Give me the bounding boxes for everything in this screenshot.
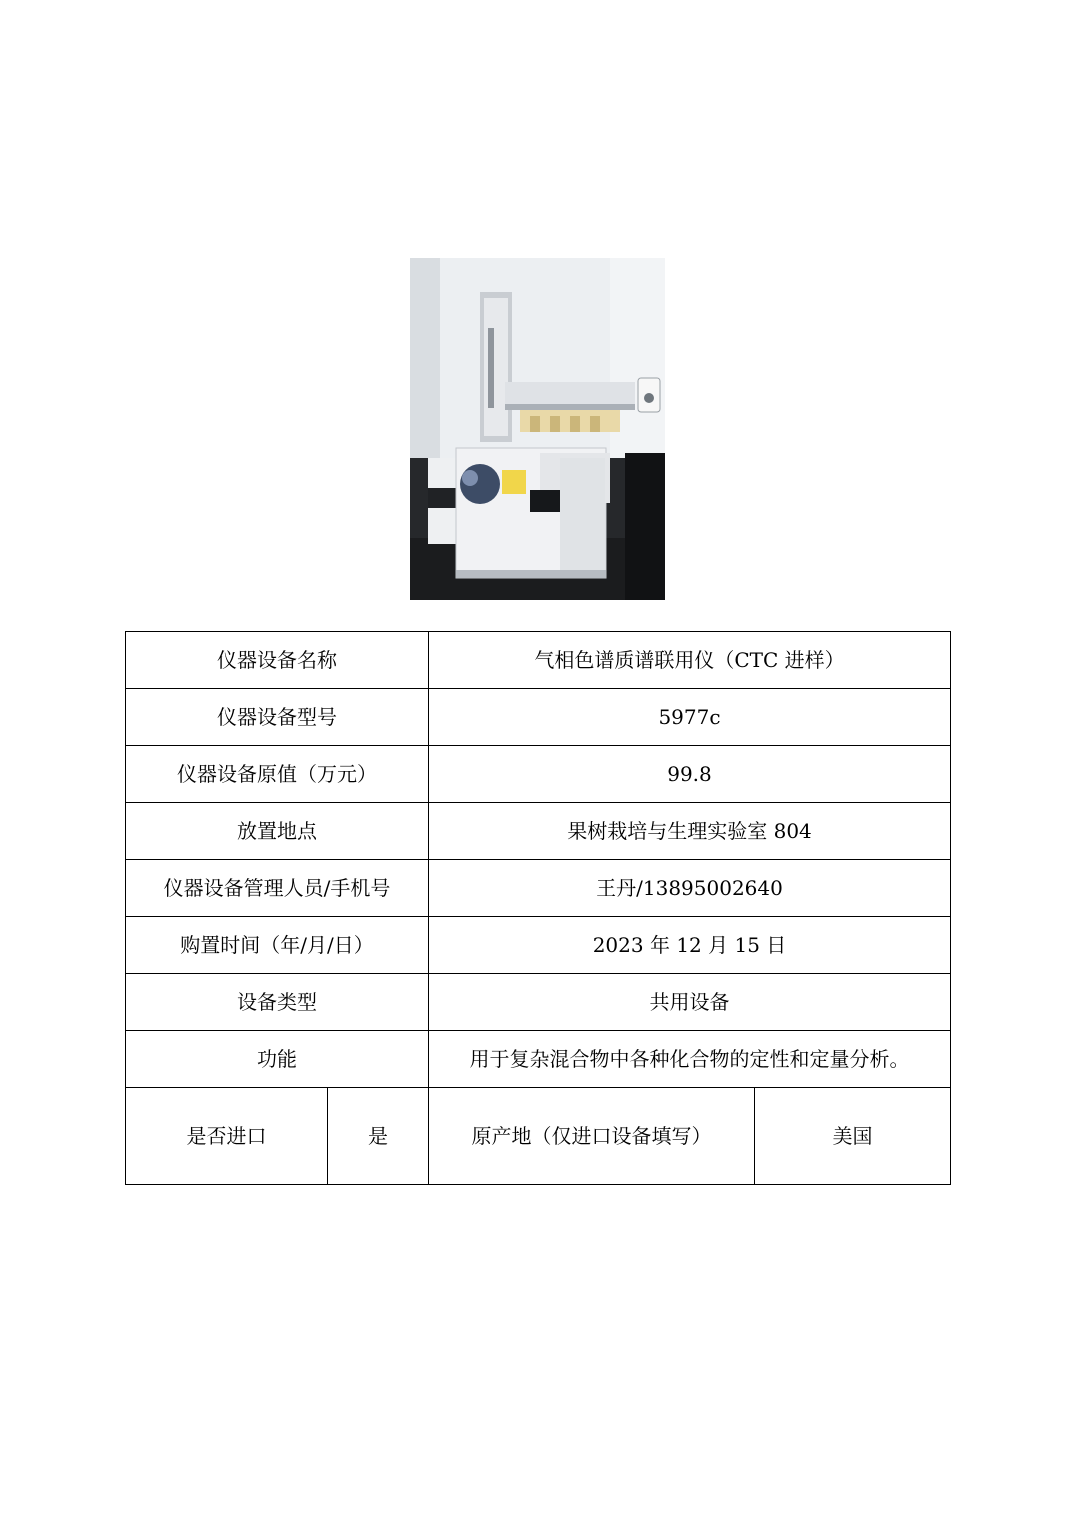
equipment-info-table xyxy=(125,631,951,1185)
row-label: 放置地点 xyxy=(126,803,429,860)
import-row xyxy=(126,1088,951,1185)
instrument-photo xyxy=(410,258,665,600)
row-label: 仪器设备管理人员/手机号 xyxy=(126,860,429,917)
table-row xyxy=(126,803,951,860)
table-row xyxy=(126,746,951,803)
table-row xyxy=(126,632,951,689)
import-label: 是否进口 xyxy=(126,1088,328,1185)
row-value: 王丹/13895002640 xyxy=(429,860,951,917)
import-value: 是 xyxy=(328,1088,429,1185)
row-label: 仪器设备原值（万元） xyxy=(126,746,429,803)
row-value: 共用设备 xyxy=(429,974,951,1031)
origin-label: 原产地（仅进口设备填写） xyxy=(429,1088,755,1185)
table-row xyxy=(126,974,951,1031)
table-row xyxy=(126,860,951,917)
row-label: 功能 xyxy=(126,1031,429,1088)
row-value: 2023 年 12 月 15 日 xyxy=(429,917,951,974)
table-row xyxy=(126,917,951,974)
table-row xyxy=(126,689,951,746)
row-label: 仪器设备型号 xyxy=(126,689,429,746)
table-row xyxy=(126,1031,951,1088)
row-value: 5977c xyxy=(429,689,951,746)
origin-value: 美国 xyxy=(755,1088,951,1185)
row-value: 气相色谱质谱联用仪（CTC 进样） xyxy=(429,632,951,689)
row-value: 果树栽培与生理实验室 804 xyxy=(429,803,951,860)
row-label: 购置时间（年/月/日） xyxy=(126,917,429,974)
row-label: 设备类型 xyxy=(126,974,429,1031)
row-value: 用于复杂混合物中各种化合物的定性和定量分析。 xyxy=(429,1031,951,1088)
row-label: 仪器设备名称 xyxy=(126,632,429,689)
row-value: 99.8 xyxy=(429,746,951,803)
